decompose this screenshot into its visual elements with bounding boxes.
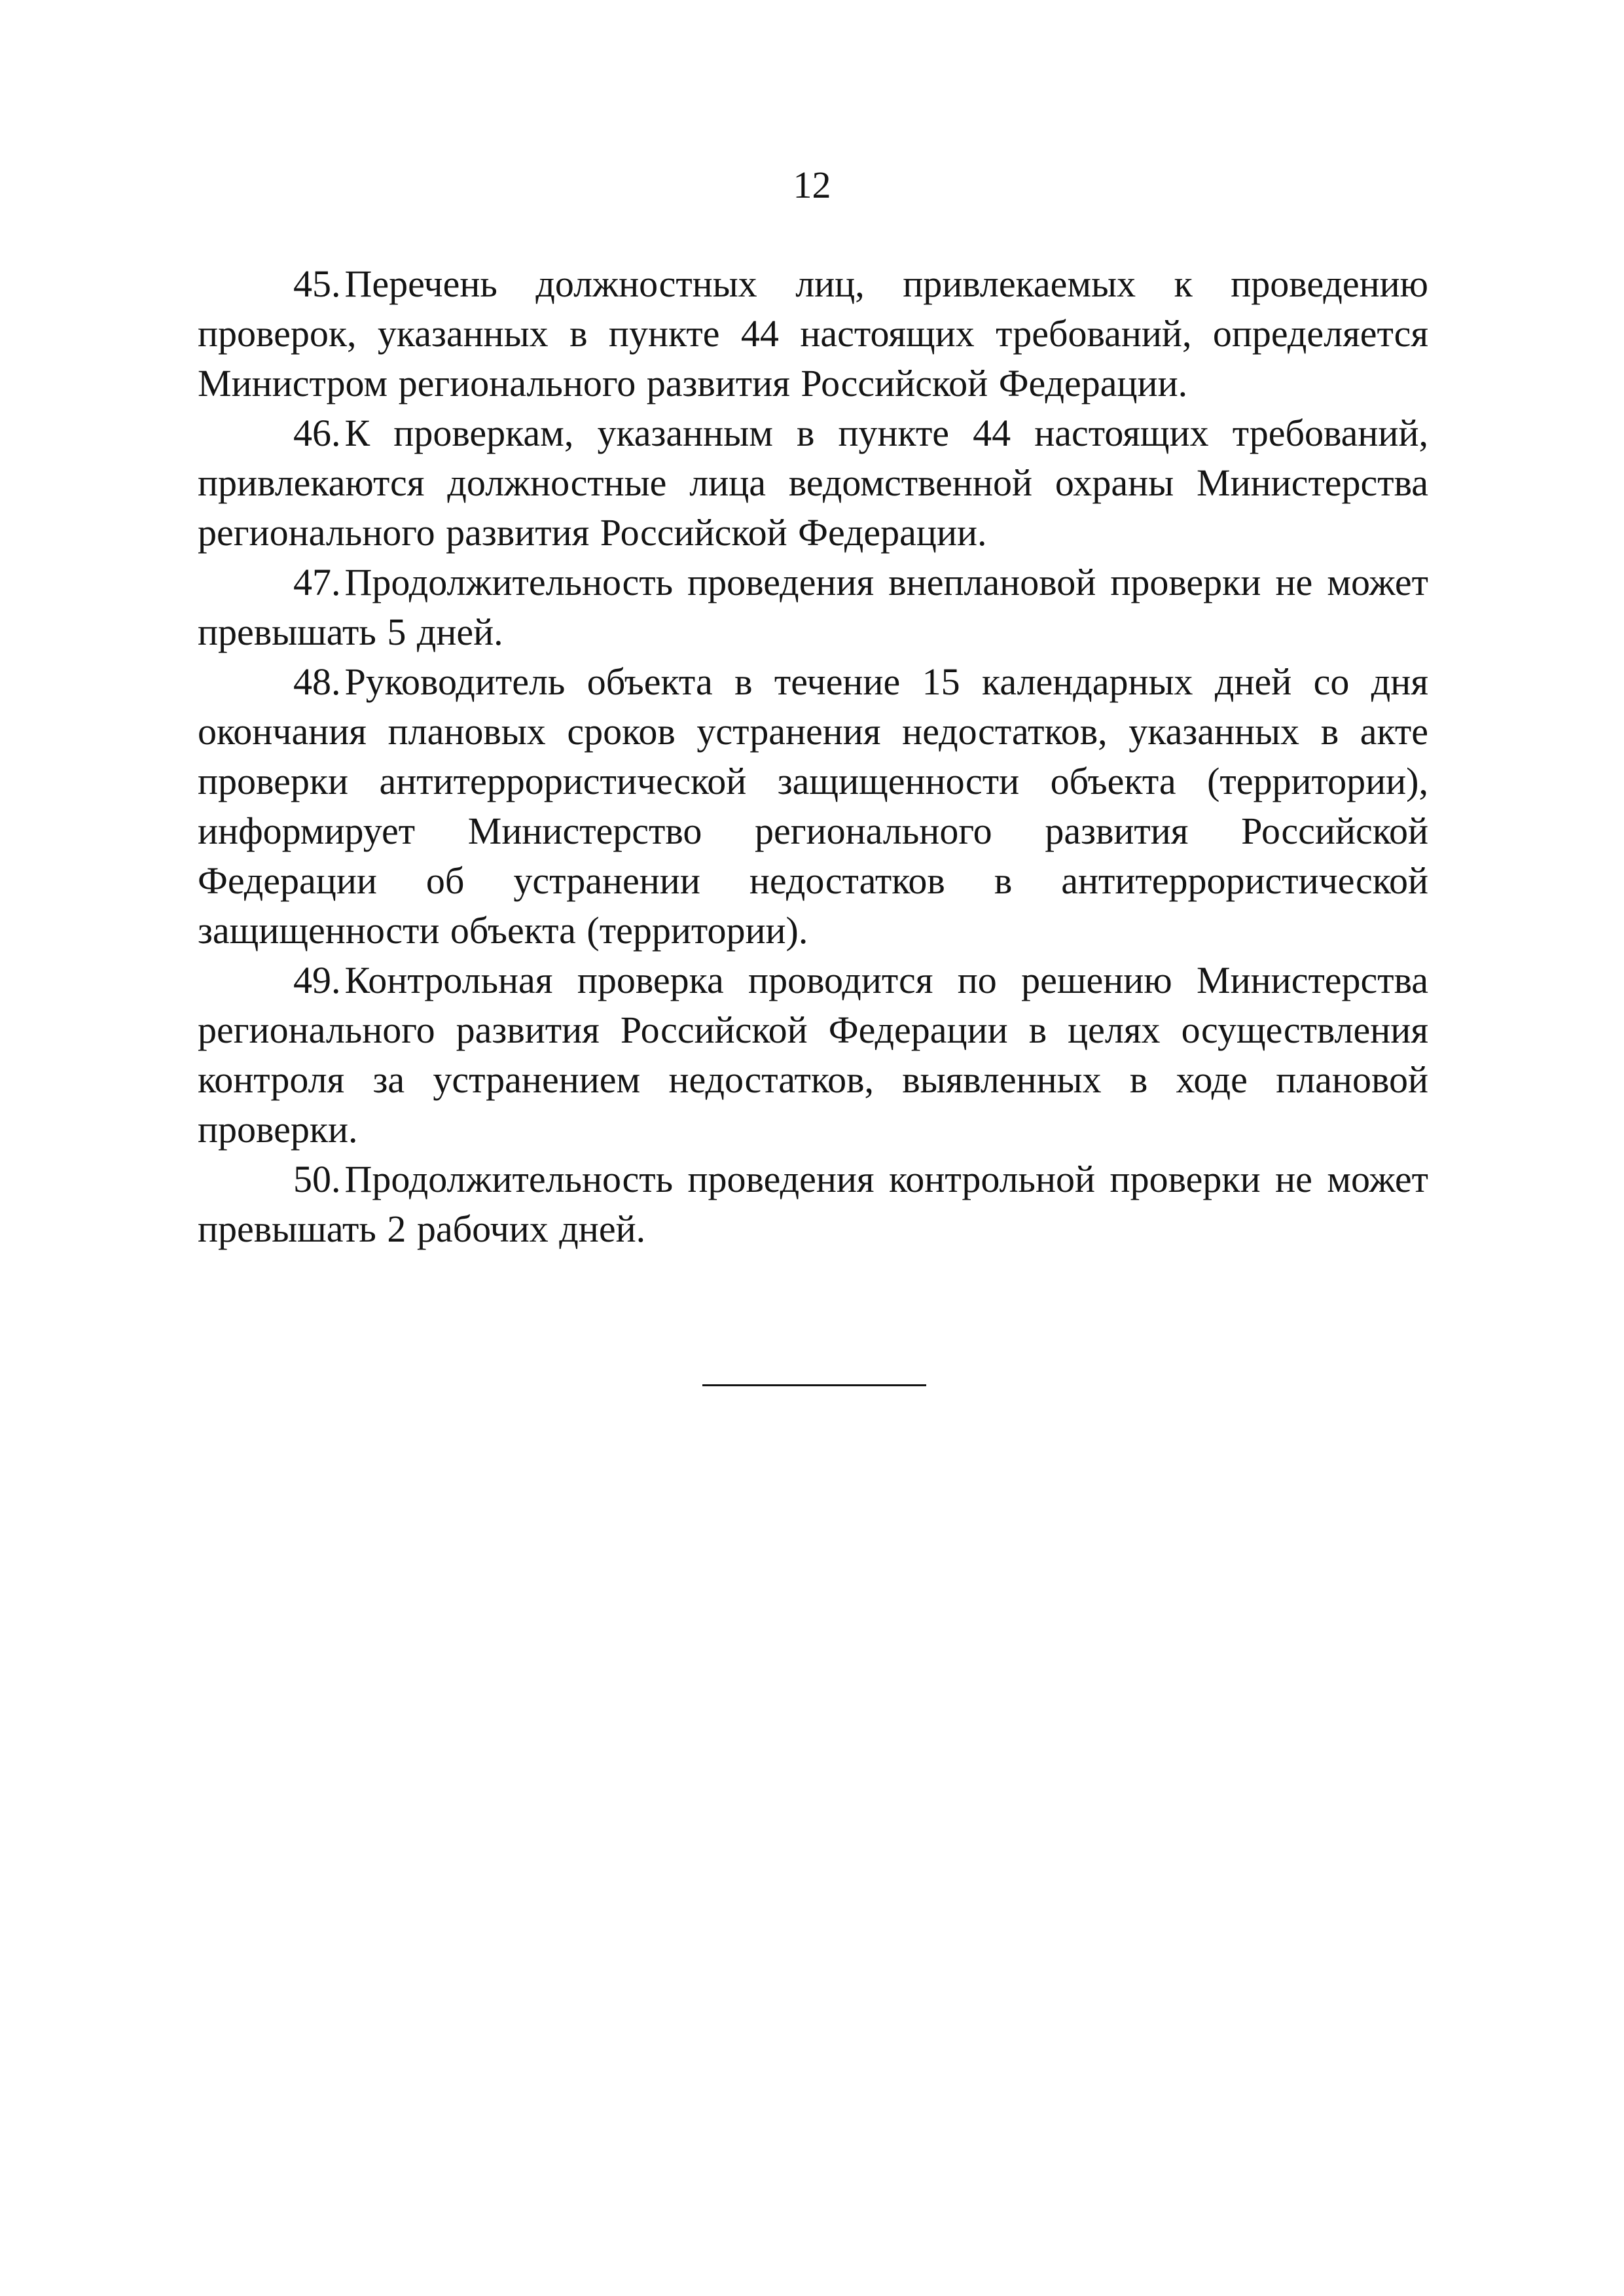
paragraph-49 <box>198 956 1428 1155</box>
paragraph-number: 48. <box>293 660 341 703</box>
paragraph-text: Руководитель объекта в течение 15 календарных дней со дня окончания плановых сроков устранения недостатков, указанных в акте проверки антитеррористической защищенности объекта (территории), информирует Министерство регионального развития Российской Федерации об устранении недостатков в антитеррористической защищенности объекта (территории). <box>198 660 1428 952</box>
paragraph-number: 47. <box>293 561 341 603</box>
document-body <box>198 259 1428 1254</box>
paragraph-number: 49. <box>293 959 341 1001</box>
page-number: 12 <box>793 164 831 206</box>
paragraph-text: Продолжительность проведения внеплановой проверки не может превышать 5 дней. <box>198 561 1428 653</box>
paragraph-46 <box>198 408 1428 558</box>
paragraph-45 <box>198 259 1428 408</box>
paragraph-text: К проверкам, указанным в пункте 44 настоящих требований, привлекаются должностные лица ведомственной охраны Министерства регионального развития Российской Федерации. <box>198 412 1428 554</box>
paragraph-number: 45. <box>293 262 341 305</box>
paragraph-number: 50. <box>293 1158 341 1200</box>
paragraph-text: Продолжительность проведения контрольной проверки не может превышать 2 рабочих дней. <box>198 1158 1428 1250</box>
paragraph-48 <box>198 657 1428 956</box>
paragraph-text: Контрольная проверка проводится по решению Министерства регионального развития Российской Федерации в целях осуществления контроля за устранением недостатков, выявленных в ходе плановой проверки. <box>198 959 1428 1151</box>
closing-separator-line <box>702 1384 926 1386</box>
paragraph-47 <box>198 558 1428 657</box>
paragraph-50 <box>198 1155 1428 1254</box>
paragraph-text: Перечень должностных лиц, привлекаемых к проведению проверок, указанных в пункте 44 настоящих требований, определяется Министром регионального развития Российской Федерации. <box>198 262 1428 404</box>
paragraph-number: 46. <box>293 412 341 454</box>
